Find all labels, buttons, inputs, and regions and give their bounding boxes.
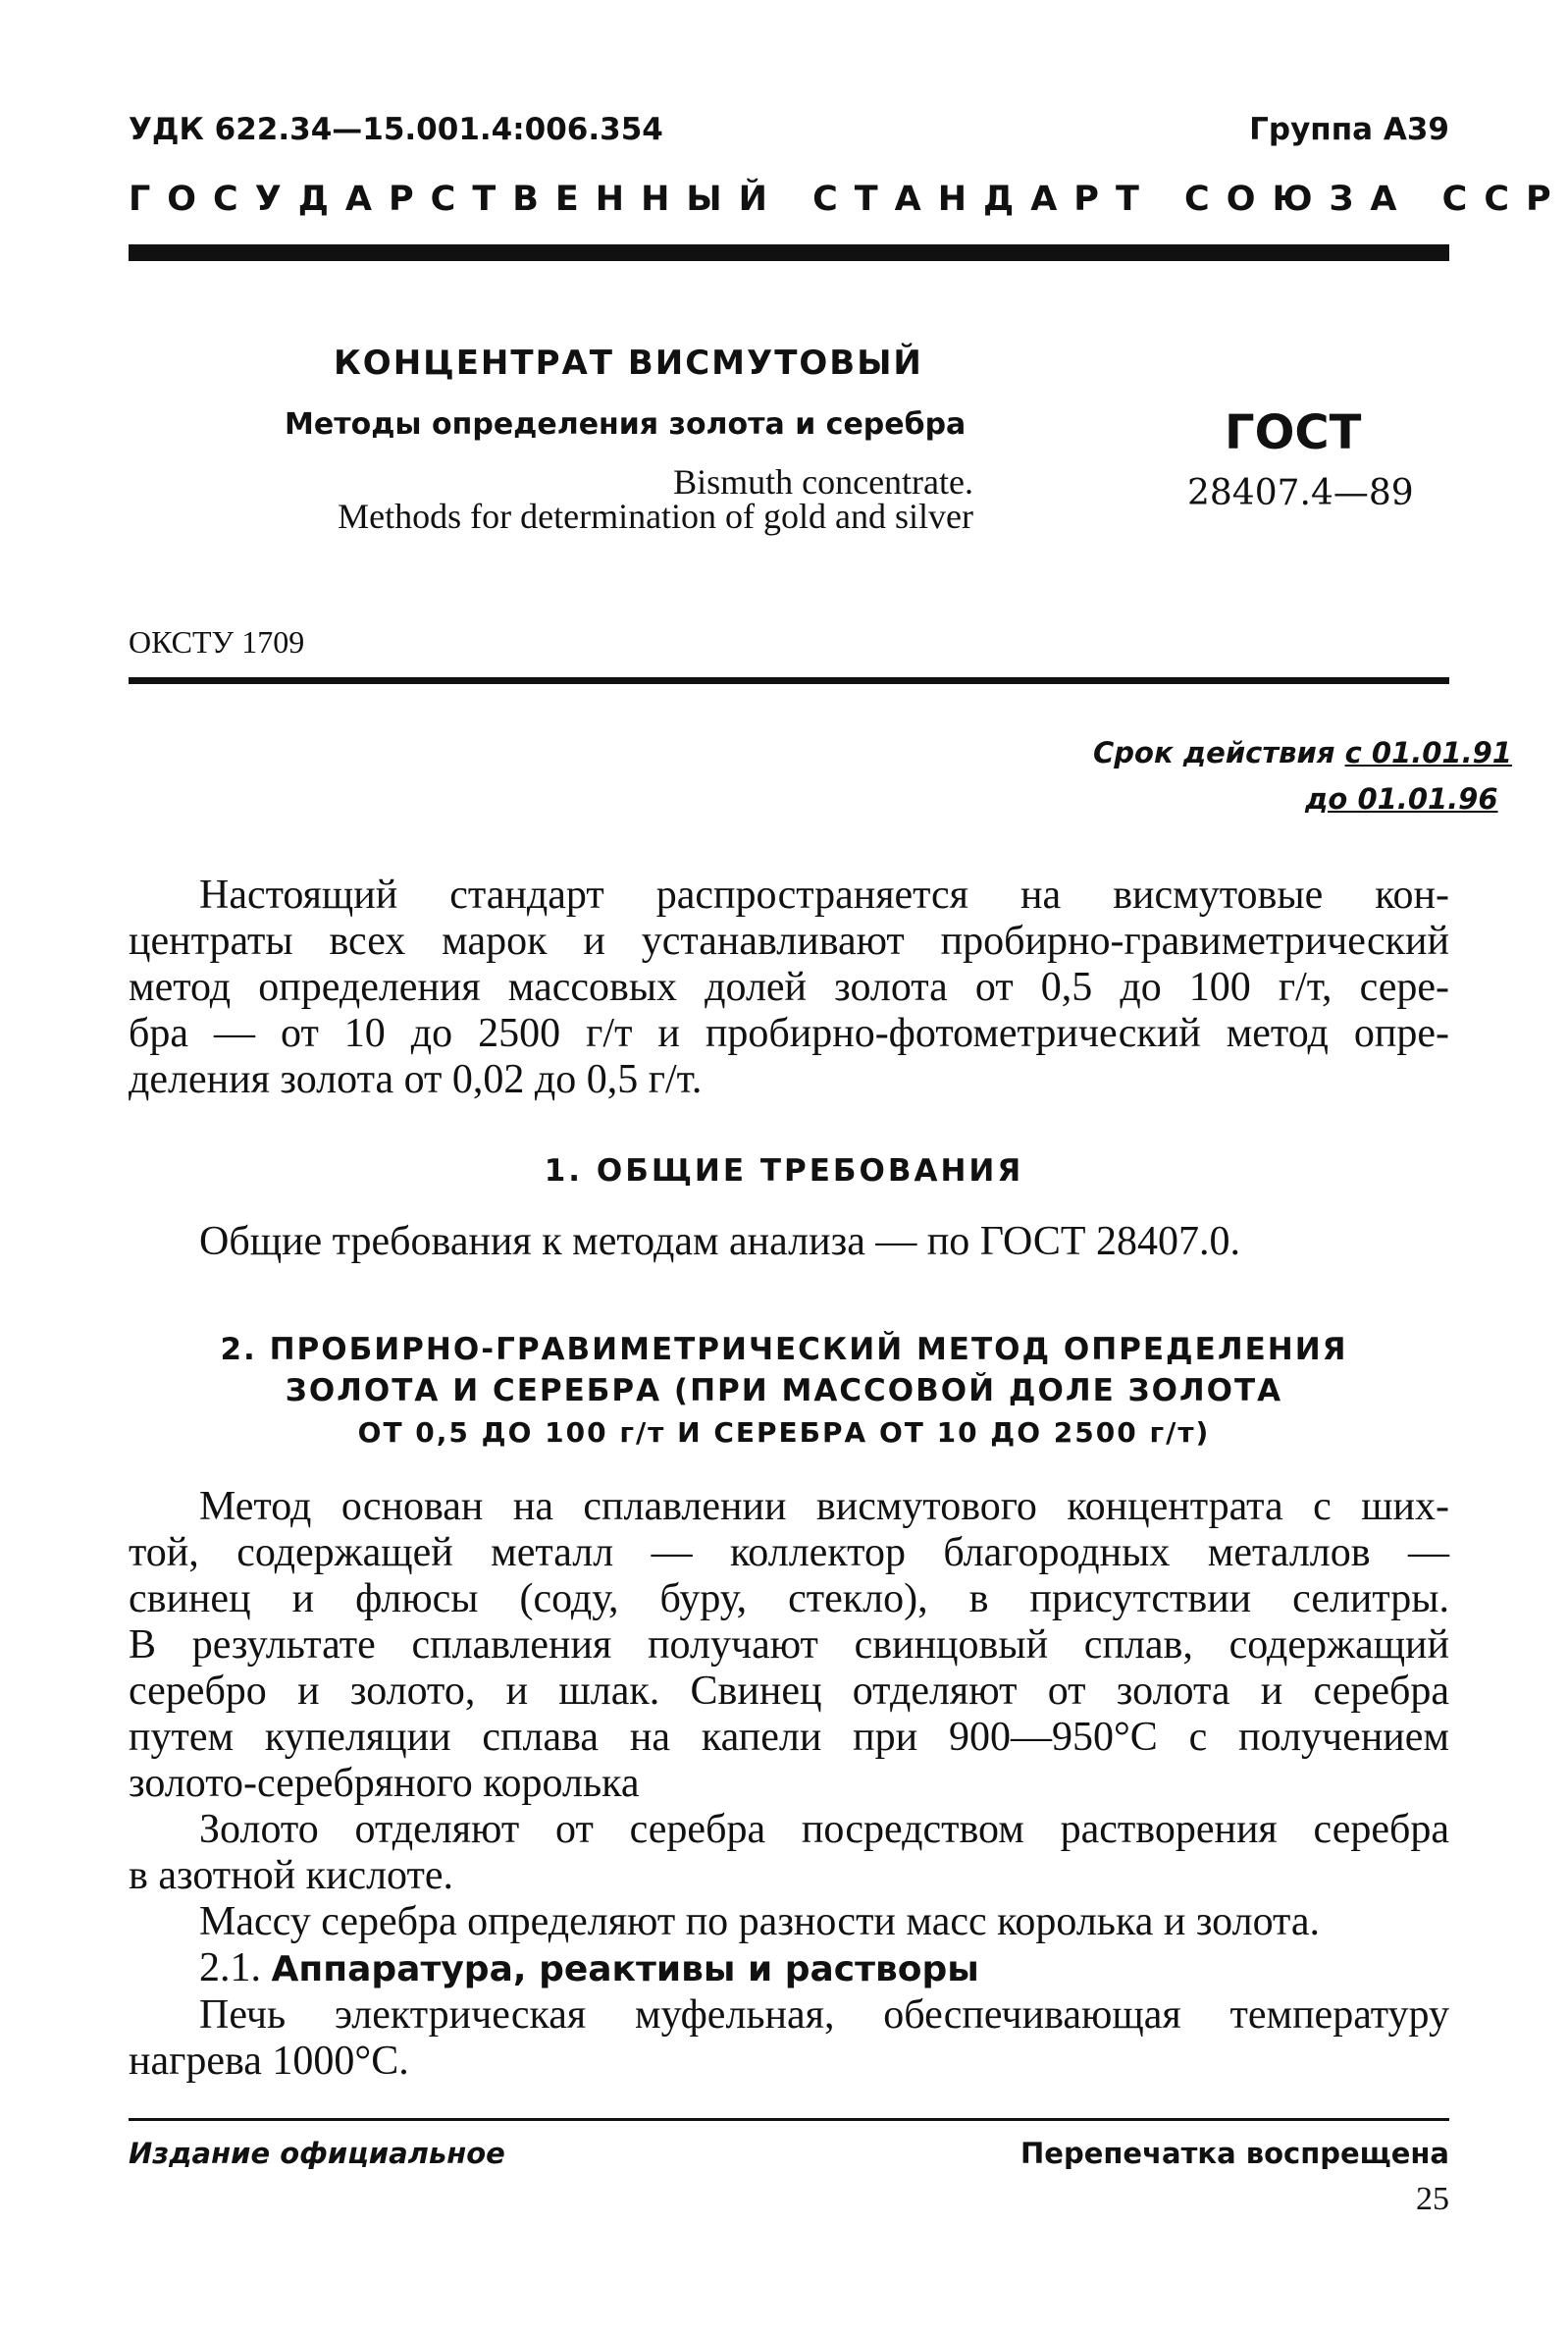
footer-rule	[129, 2118, 1449, 2121]
document-subtitle: Методы определения золота и серебра	[285, 407, 967, 442]
section-2-heading-line-3: ОТ 0,5 ДО 100 г/т И СЕРЕБРА ОТ 10 ДО 2500 г/т)	[357, 1416, 1211, 1449]
paragraph-line: бра — от 10 до 2500 г/т и пробирно-фотометрический метод опре-	[129, 1011, 1449, 1056]
validity-to: до 01.01.96	[1305, 782, 1498, 816]
english-title-line-1: Bismuth concentrate.	[673, 462, 973, 502]
section-1-text	[129, 1219, 1449, 1265]
paragraph-line: В результате сплавления получают свинцовый сплав, содержащий	[129, 1622, 1449, 1668]
paragraph-line: метод определения массовых долей золота от 0,5 до 100 г/т, сере-	[129, 965, 1449, 1010]
group-code: Группа А39	[1249, 112, 1449, 147]
gost-label: ГОСТ	[1225, 405, 1362, 460]
edition-note: Издание официальное	[129, 2137, 505, 2170]
document-title: КОНЦЕНТРАТ ВИСМУТОВЫЙ	[334, 344, 923, 383]
okstu-rule	[129, 677, 1449, 684]
reprint-note: Перепечатка воспрещена	[1020, 2137, 1449, 2170]
paragraph-line: серебро и золото, и шлак. Свинец отделяют от золота и серебра	[129, 1669, 1449, 1714]
validity-period	[1093, 736, 1512, 769]
paragraph-line: центраты всех марок и устанавливают пробирно-гравиметрический	[129, 919, 1449, 964]
header-rule	[129, 244, 1449, 261]
subsection-number: 2.1.	[199, 1945, 261, 1990]
paragraph-line: путем купеляции сплава на капели при 900—950°С с получением	[129, 1715, 1449, 1760]
intro-paragraph	[129, 873, 1449, 1103]
paragraph-line: Печь электрическая муфельная, обеспечивающая температуру	[199, 1992, 1449, 2038]
validity-from: с 01.01.91	[1344, 736, 1512, 769]
paragraph-line: золото-серебряного королька	[129, 1761, 640, 1806]
okstu-code: ОКСТУ 1709	[129, 624, 305, 660]
paragraph-line: той, содержащей металл — коллектор благородных металлов —	[129, 1530, 1449, 1575]
section-2-text	[129, 1484, 1449, 2085]
paragraph-line: Метод основан на сплавлении висмутового концентрата с ших-	[199, 1484, 1449, 1529]
paragraph-line: деления золота от 0,02 до 0,5 г/т.	[129, 1057, 703, 1102]
page-number: 25	[1416, 2181, 1449, 2217]
subsection-title: Аппаратура, реактивы и растворы	[271, 1949, 979, 1989]
paragraph-line: Массу серебра определяют по разности масс королька и золота.	[199, 1899, 1321, 1944]
paragraph-line: в азотной кислоте.	[129, 1853, 453, 1898]
paragraph-line: свинец и флюсы (соду, буру, стекло), в присутствии селитры.	[129, 1576, 1449, 1621]
paragraph-line: Общие требования к методам анализа — по ГОСТ 28407.0.	[199, 1219, 1241, 1264]
section-2-heading-line-1: 2. ПРОБИРНО-ГРАВИМЕТРИЧЕСКИЙ МЕТОД ОПРЕДЕЛЕНИЯ	[220, 1332, 1348, 1367]
section-2-heading-line-2: ЗОЛОТА И СЕРЕБРА (ПРИ МАССОВОЙ ДОЛЕ ЗОЛОТА	[285, 1373, 1283, 1408]
gost-number: 28407.4—89	[1187, 473, 1414, 513]
section-1-heading: 1. ОБЩИЕ ТРЕБОВАНИЯ	[544, 1153, 1024, 1189]
english-title-line-2: Methods for determination of gold and silver	[338, 497, 973, 536]
paragraph-line: Настоящий стандарт распространяется на висмутовые кон-	[199, 873, 1449, 918]
paragraph-line: Золото отделяют от серебра посредством растворения серебра	[199, 1807, 1449, 1852]
udc-code: УДК 622.34—15.001.4:006.354	[129, 112, 663, 147]
paragraph-line: нагрева 1000°С.	[129, 2039, 409, 2084]
subsection-2-1-heading	[129, 1945, 1449, 1992]
validity-label: Срок действия	[1093, 736, 1335, 769]
state-standard-title: ГОСУДАРСТВЕННЫЙ СТАНДАРТ СОЮЗА ССР	[129, 180, 1568, 219]
